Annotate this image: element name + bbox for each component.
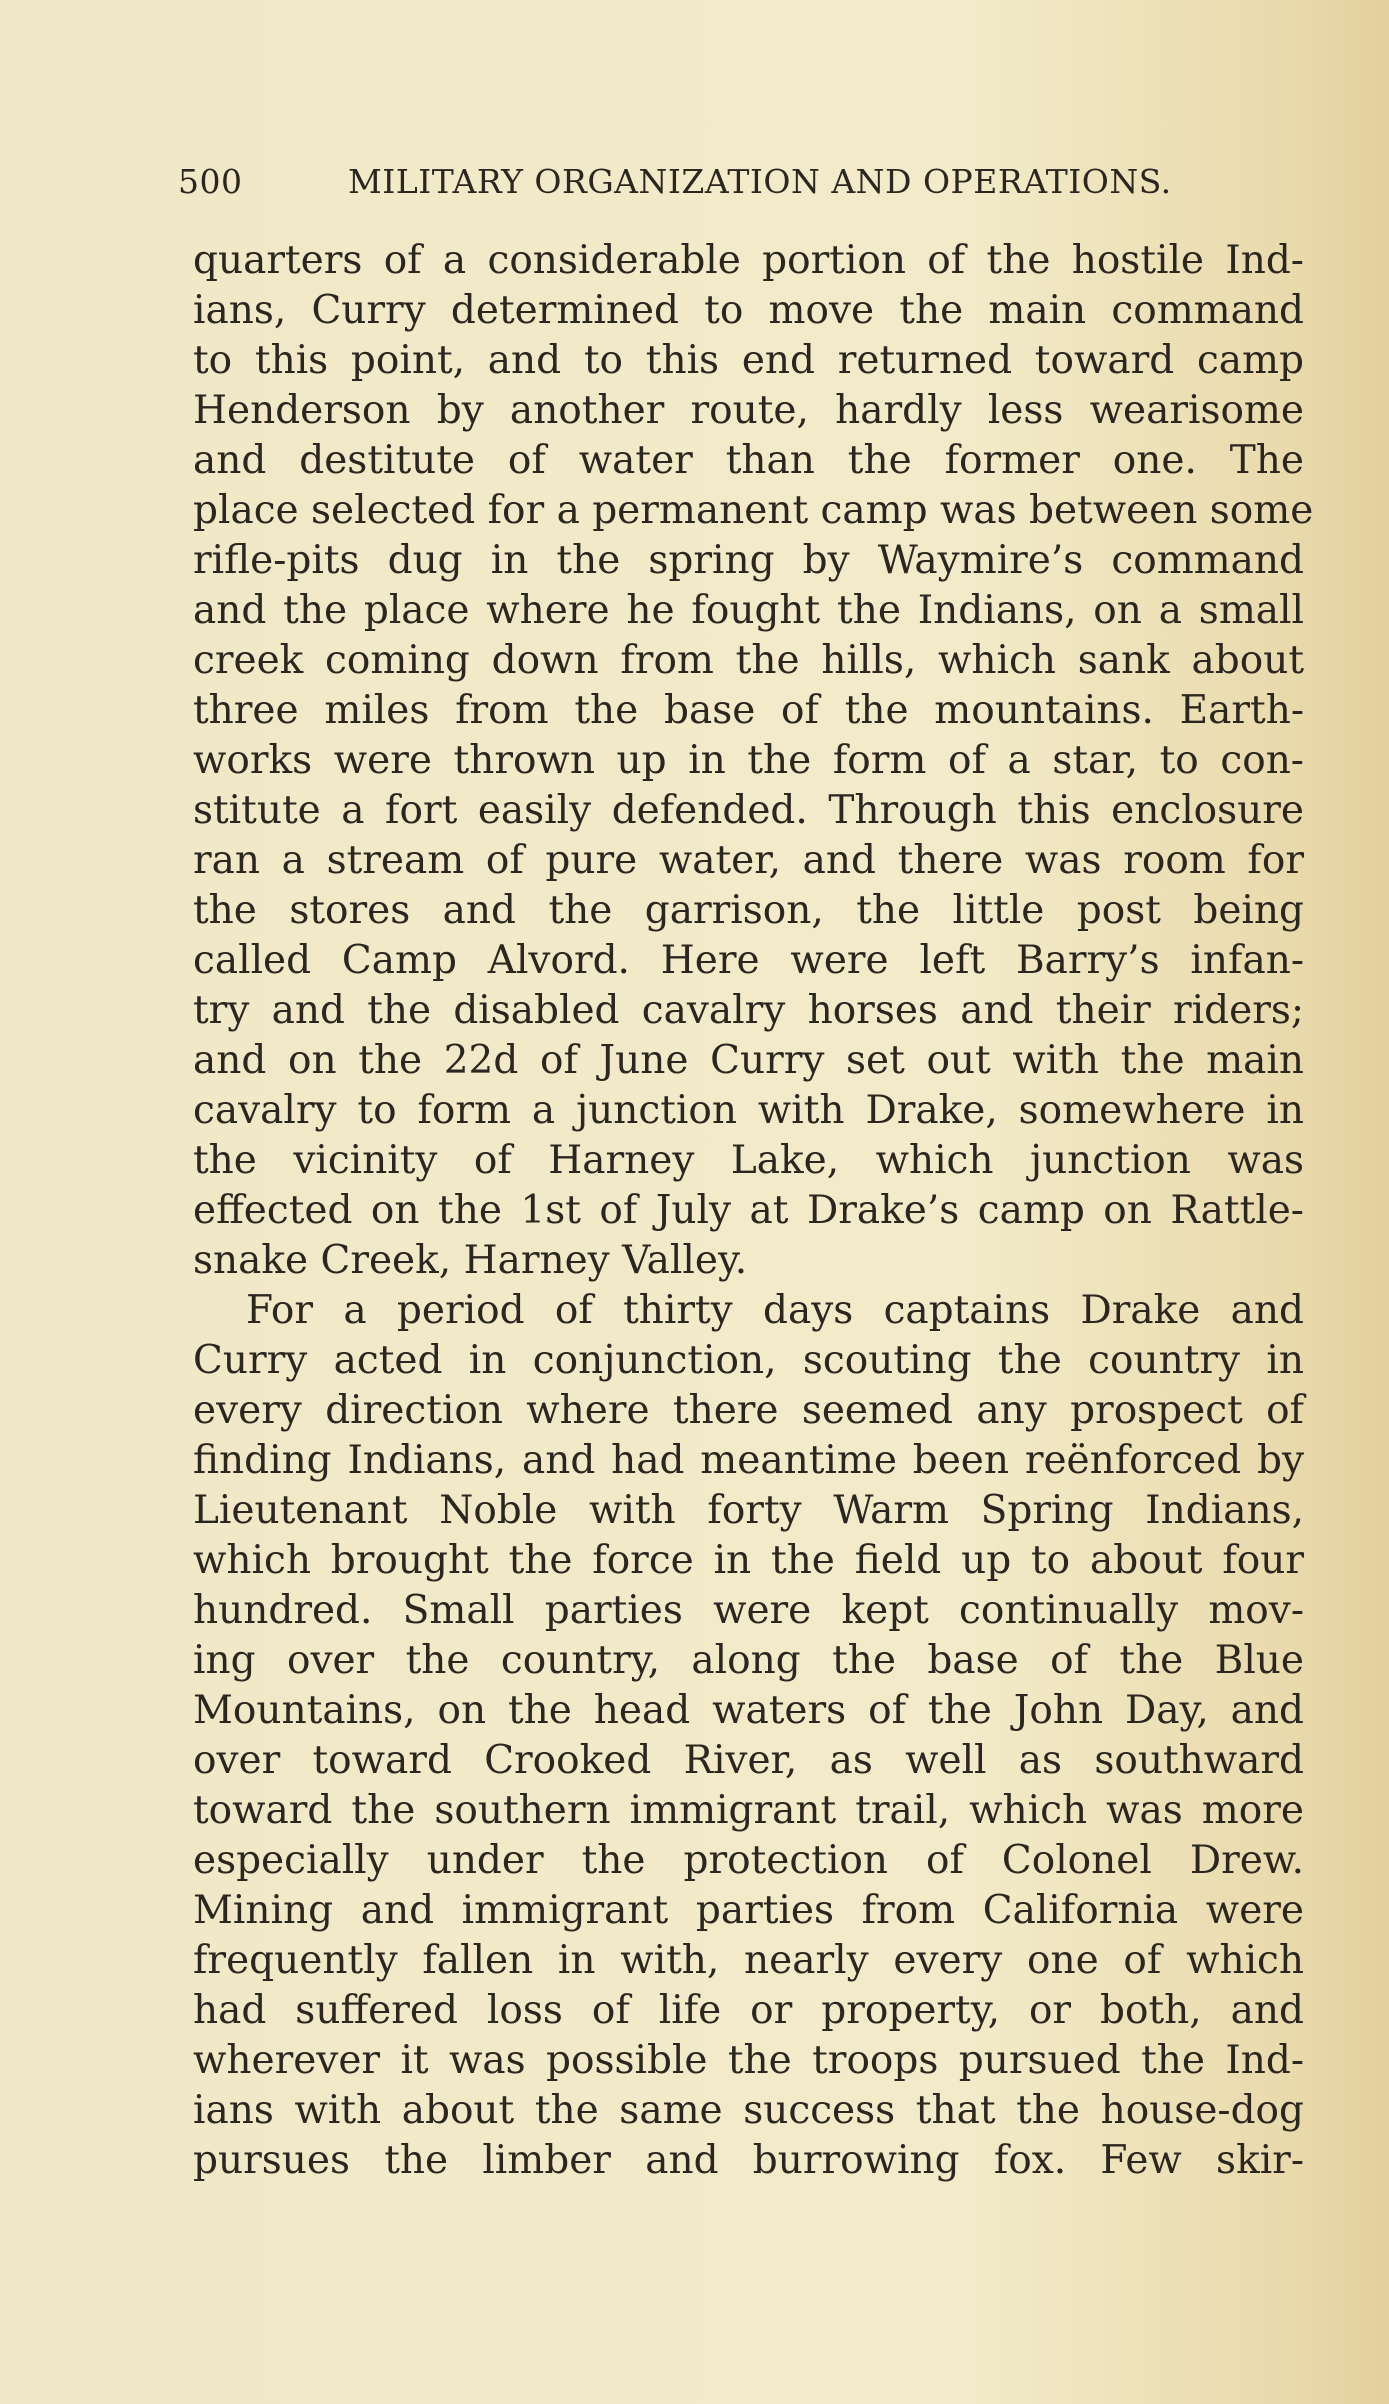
text-line-33: especially under the protection of Colonel Drew. xyxy=(193,1838,1304,1883)
text-line-32: toward the southern immigrant trail, which was more xyxy=(193,1788,1304,1833)
text-line-21: snake Creek, Harney Valley. xyxy=(193,1238,748,1283)
text-line-24: every direction where there seemed any prospect of xyxy=(193,1388,1304,1433)
text-line-39: pursues the limber and burrowing fox. Few skir- xyxy=(193,2138,1304,2183)
text-line-3: to this point, and to this end returned toward camp xyxy=(193,338,1304,383)
text-line-11: works were thrown up in the form of a star, to con- xyxy=(193,738,1304,783)
text-line-7: rifle-pits dug in the spring by Waymire’s command xyxy=(193,538,1304,583)
text-line-30: Mountains, on the head waters of the John Day, and xyxy=(193,1688,1304,1733)
text-line-12: stitute a fort easily defended. Through this enclosure xyxy=(193,788,1304,833)
text-line-26: Lieutenant Noble with forty Warm Spring Indians, xyxy=(193,1488,1304,1533)
text-line-34: Mining and immigrant parties from California were xyxy=(193,1888,1304,1933)
text-line-31: over toward Crooked River, as well as southward xyxy=(193,1738,1304,1783)
text-line-27: which brought the force in the field up to about four xyxy=(193,1538,1304,1583)
text-line-36: had suffered loss of life or property, or both, and xyxy=(193,1988,1304,2033)
text-line-9: creek coming down from the hills, which sank about xyxy=(193,638,1304,683)
text-line-1: quarters of a considerable portion of the hostile Ind- xyxy=(193,238,1304,283)
running-head-title: MILITARY ORGANIZATION AND OPERATIONS. xyxy=(348,162,1172,201)
text-line-16: try and the disabled cavalry horses and their riders; xyxy=(193,988,1304,1033)
text-line-14: the stores and the garrison, the little post being xyxy=(193,888,1304,933)
text-line-23: Curry acted in conjunction, scouting the country in xyxy=(193,1338,1304,1383)
text-line-20: effected on the 1st of July at Drake’s camp on Rattle- xyxy=(193,1188,1304,1233)
text-line-35: frequently fallen in with, nearly every one of which xyxy=(193,1938,1304,1983)
text-line-2: ians, Curry determined to move the main command xyxy=(193,288,1304,333)
text-line-10: three miles from the base of the mountains. Earth- xyxy=(193,688,1304,733)
text-line-5: and destitute of water than the former one. The xyxy=(193,438,1304,483)
text-line-22: For a period of thirty days captains Drake and xyxy=(246,1288,1304,1333)
page-number: 500 xyxy=(178,162,243,201)
text-line-15: called Camp Alvord. Here were left Barry’s infan- xyxy=(193,938,1304,983)
text-line-17: and on the 22d of June Curry set out with the main xyxy=(193,1038,1304,1083)
text-line-19: the vicinity of Harney Lake, which junction was xyxy=(193,1138,1304,1183)
text-line-38: ians with about the same success that the house-dog xyxy=(193,2088,1304,2133)
text-line-37: wherever it was possible the troops pursued the Ind- xyxy=(193,2038,1304,2083)
text-line-4: Henderson by another route, hardly less wearisome xyxy=(193,388,1304,433)
text-line-8: and the place where he fought the Indians, on a small xyxy=(193,588,1304,633)
text-line-6: place selected for a permanent camp was between some xyxy=(193,488,1314,533)
text-line-18: cavalry to form a junction with Drake, somewhere in xyxy=(193,1088,1304,1133)
text-line-29: ing over the country, along the base of the Blue xyxy=(193,1638,1304,1683)
running-head xyxy=(178,162,1218,206)
text-line-13: ran a stream of pure water, and there was room for xyxy=(193,838,1304,883)
text-line-25: finding Indians, and had meantime been reënforced by xyxy=(193,1438,1304,1483)
text-line-28: hundred. Small parties were kept continually mov- xyxy=(193,1588,1304,1633)
